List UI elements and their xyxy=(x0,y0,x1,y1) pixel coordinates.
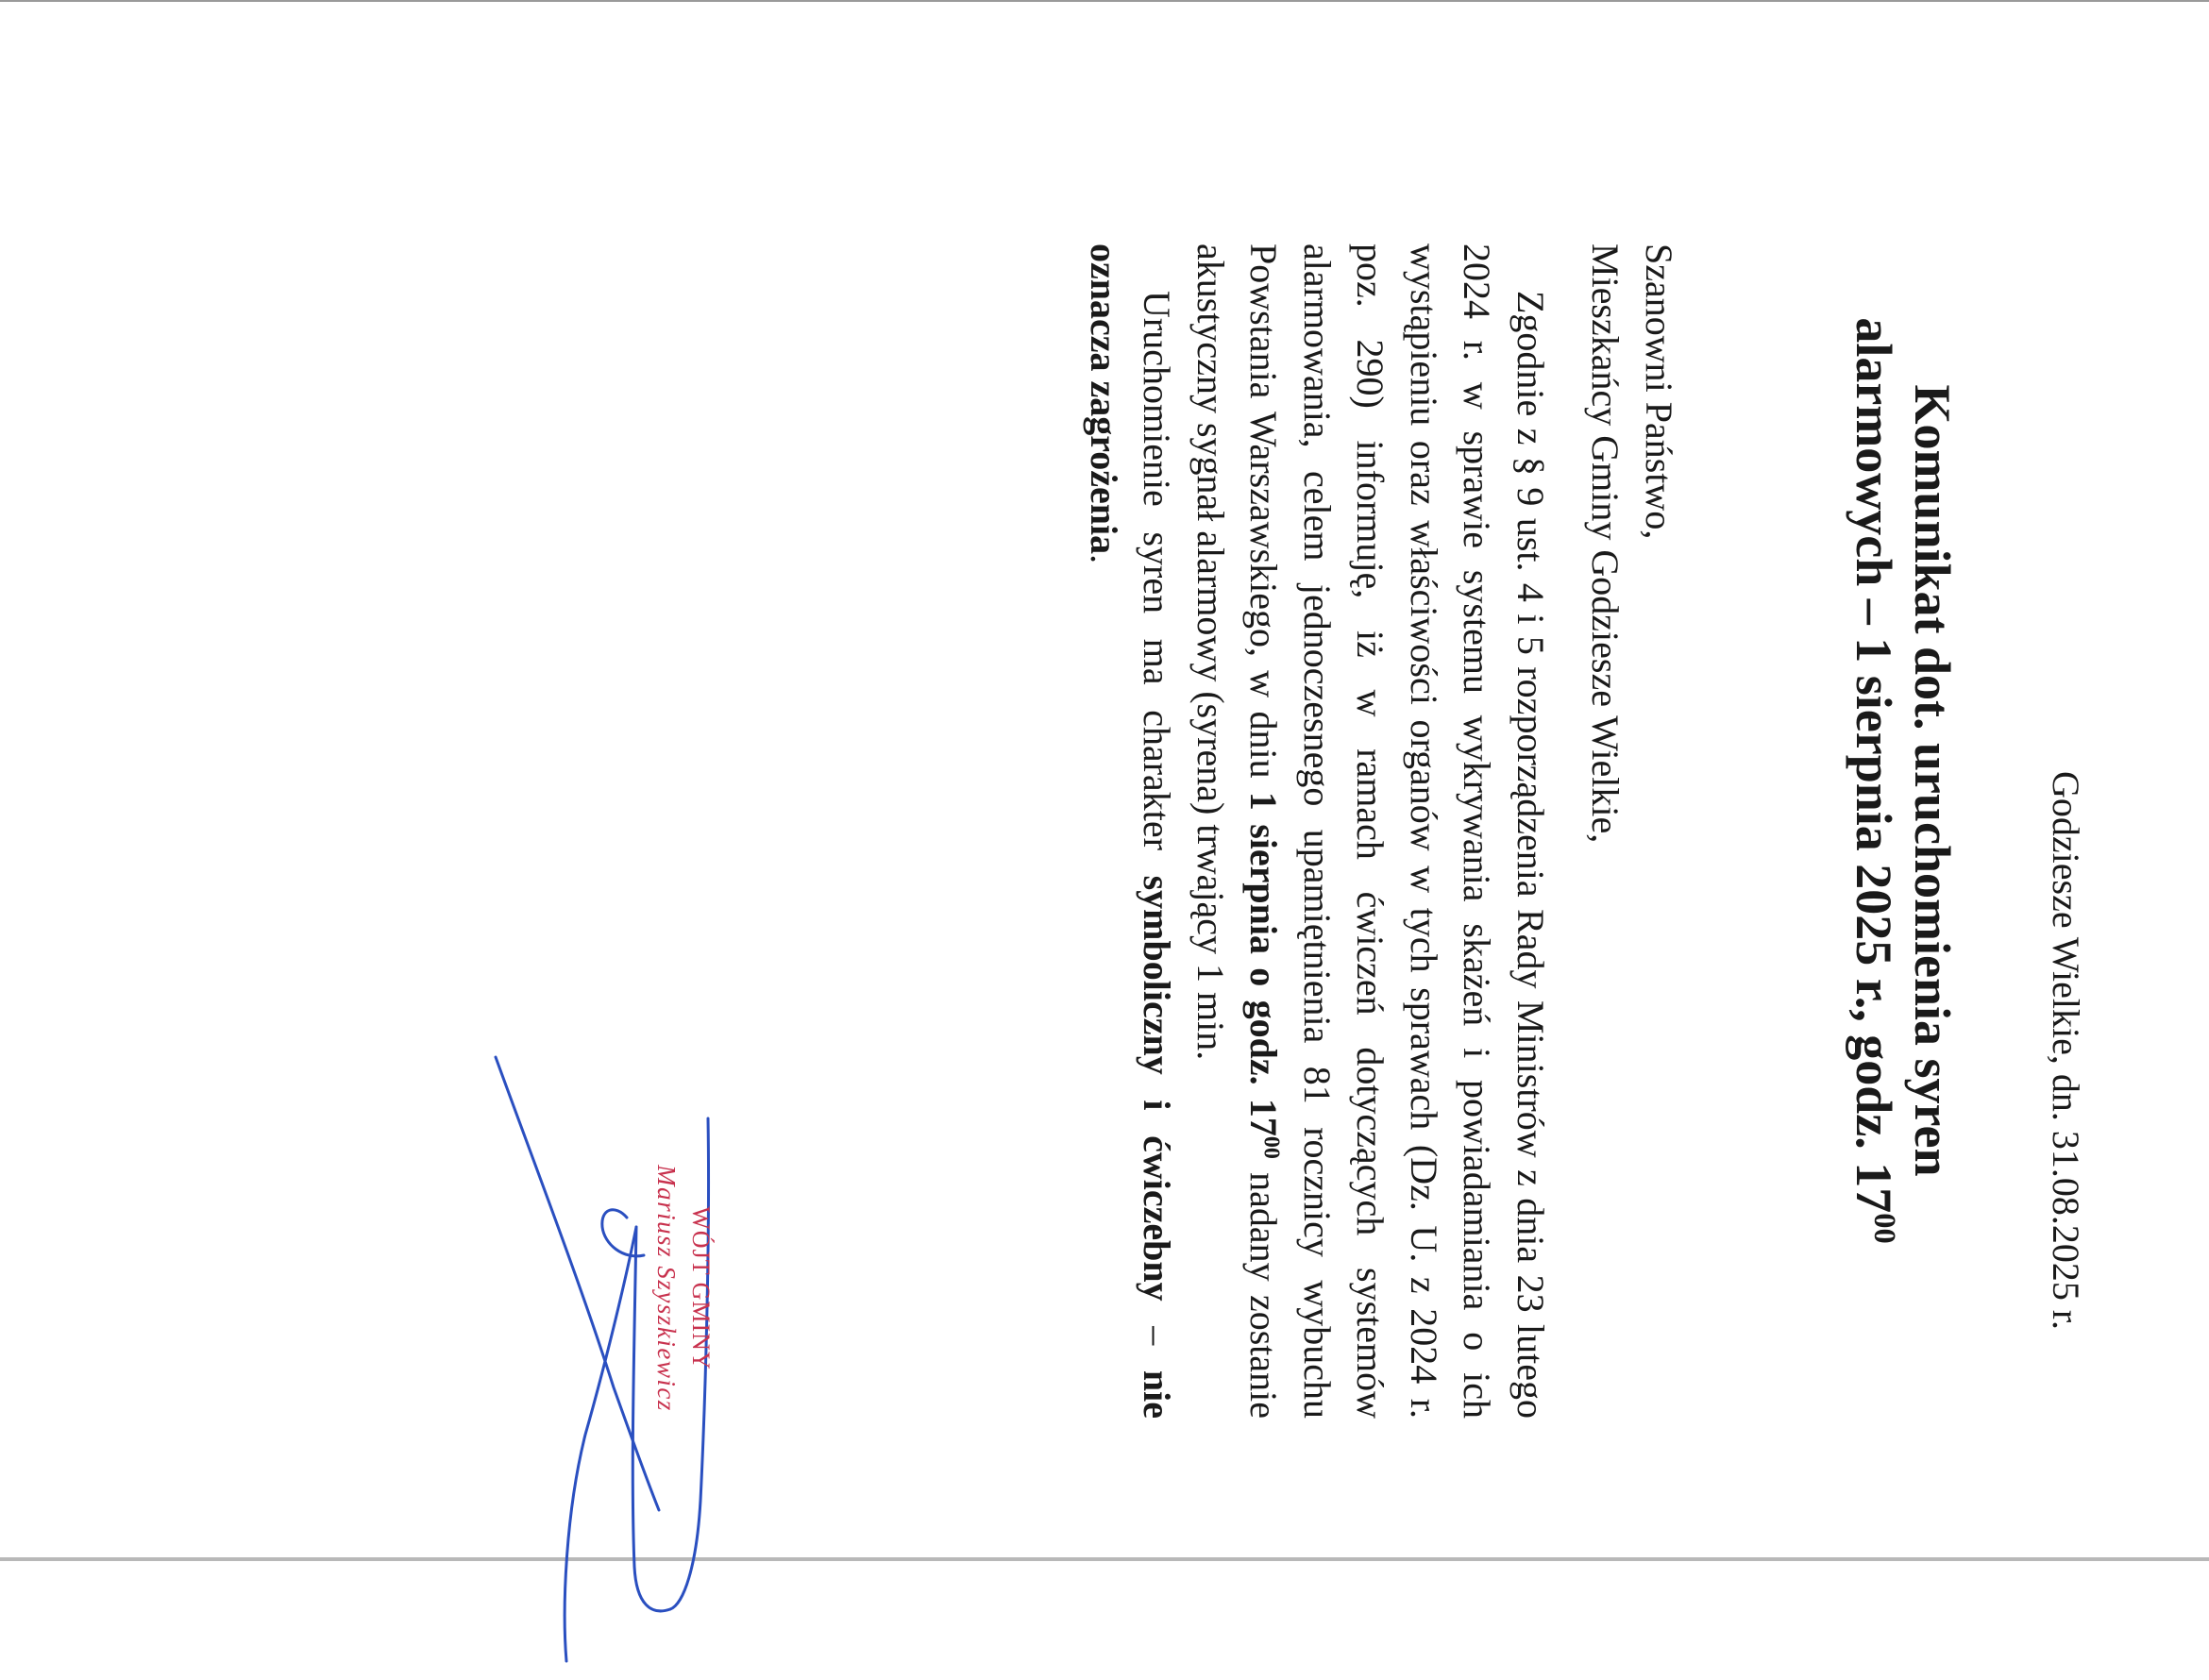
title-line-1: Komunikat dot. uruchomienia syren xyxy=(1904,384,1961,1177)
greeting-line-1: Szanowni Państwo, xyxy=(1638,244,1680,540)
place-date: Godziesze Wielkie, dn. 31.08.2025 r. xyxy=(2045,771,2087,1330)
paragraph-2-bold-1: symboliczny i ćwiczebny xyxy=(1136,875,1179,1302)
paragraph-1-rest: nadany zostanie akustyczny sygnał alarmowy (syrena) trwający 1 min. xyxy=(1189,244,1286,1420)
paragraph-1-time-superscript: 00 xyxy=(1258,1135,1284,1159)
paragraph-2 xyxy=(1077,244,1184,1419)
title-line-2 xyxy=(1845,0,1903,1561)
official-stamp xyxy=(649,1133,717,1444)
greeting-line-2: Mieszkańcy Gminy Godziesze Wielkie, xyxy=(1584,244,1627,844)
title-line-2-text: alarmowych – 1 sierpnia 2025 r., godz. 17 xyxy=(1846,317,1902,1214)
letter-body xyxy=(1077,244,1686,1419)
stamp-title: WÓJT GMINY xyxy=(687,1206,715,1370)
paragraph-1-date-bold xyxy=(1243,792,1286,1159)
title-time-superscript: 00 xyxy=(1867,1213,1901,1244)
stamp-name: Mariusz Szyszkiewicz xyxy=(652,1165,681,1412)
document-title xyxy=(1845,0,1962,1561)
paragraph-2-end: . xyxy=(1083,554,1125,564)
paragraph-2-bold-2: nie oznacza zagrożenia xyxy=(1083,244,1179,1419)
paragraph-1 xyxy=(1184,244,1558,1419)
paragraph-2-dash: – xyxy=(1136,1301,1179,1370)
paragraph-2-text: Uruchomienie syren ma charakter xyxy=(1136,291,1179,876)
paragraph-1-bold-text: 1 sierpnia o godz. 17 xyxy=(1242,791,1286,1136)
paragraph-1-text: Zgodnie z § 9 ust. 4 i 5 rozporządzenia Rady Ministrów z dnia 23 lutego 2024 r. w sprawie systemu wykrywania skażeń i powiadamiania o ich wystąpieniu oraz właściwości organów w tych sprawach (Dz. U. z 2024 r. poz. 290) informuję, iż w ramach ćwiczeń dotyczących systemów alarmowania, celem jednoczesnego upamiętnienia 81 rocznicy wybuchu Powstania Warszawskiego, w dniu xyxy=(1242,244,1552,1419)
